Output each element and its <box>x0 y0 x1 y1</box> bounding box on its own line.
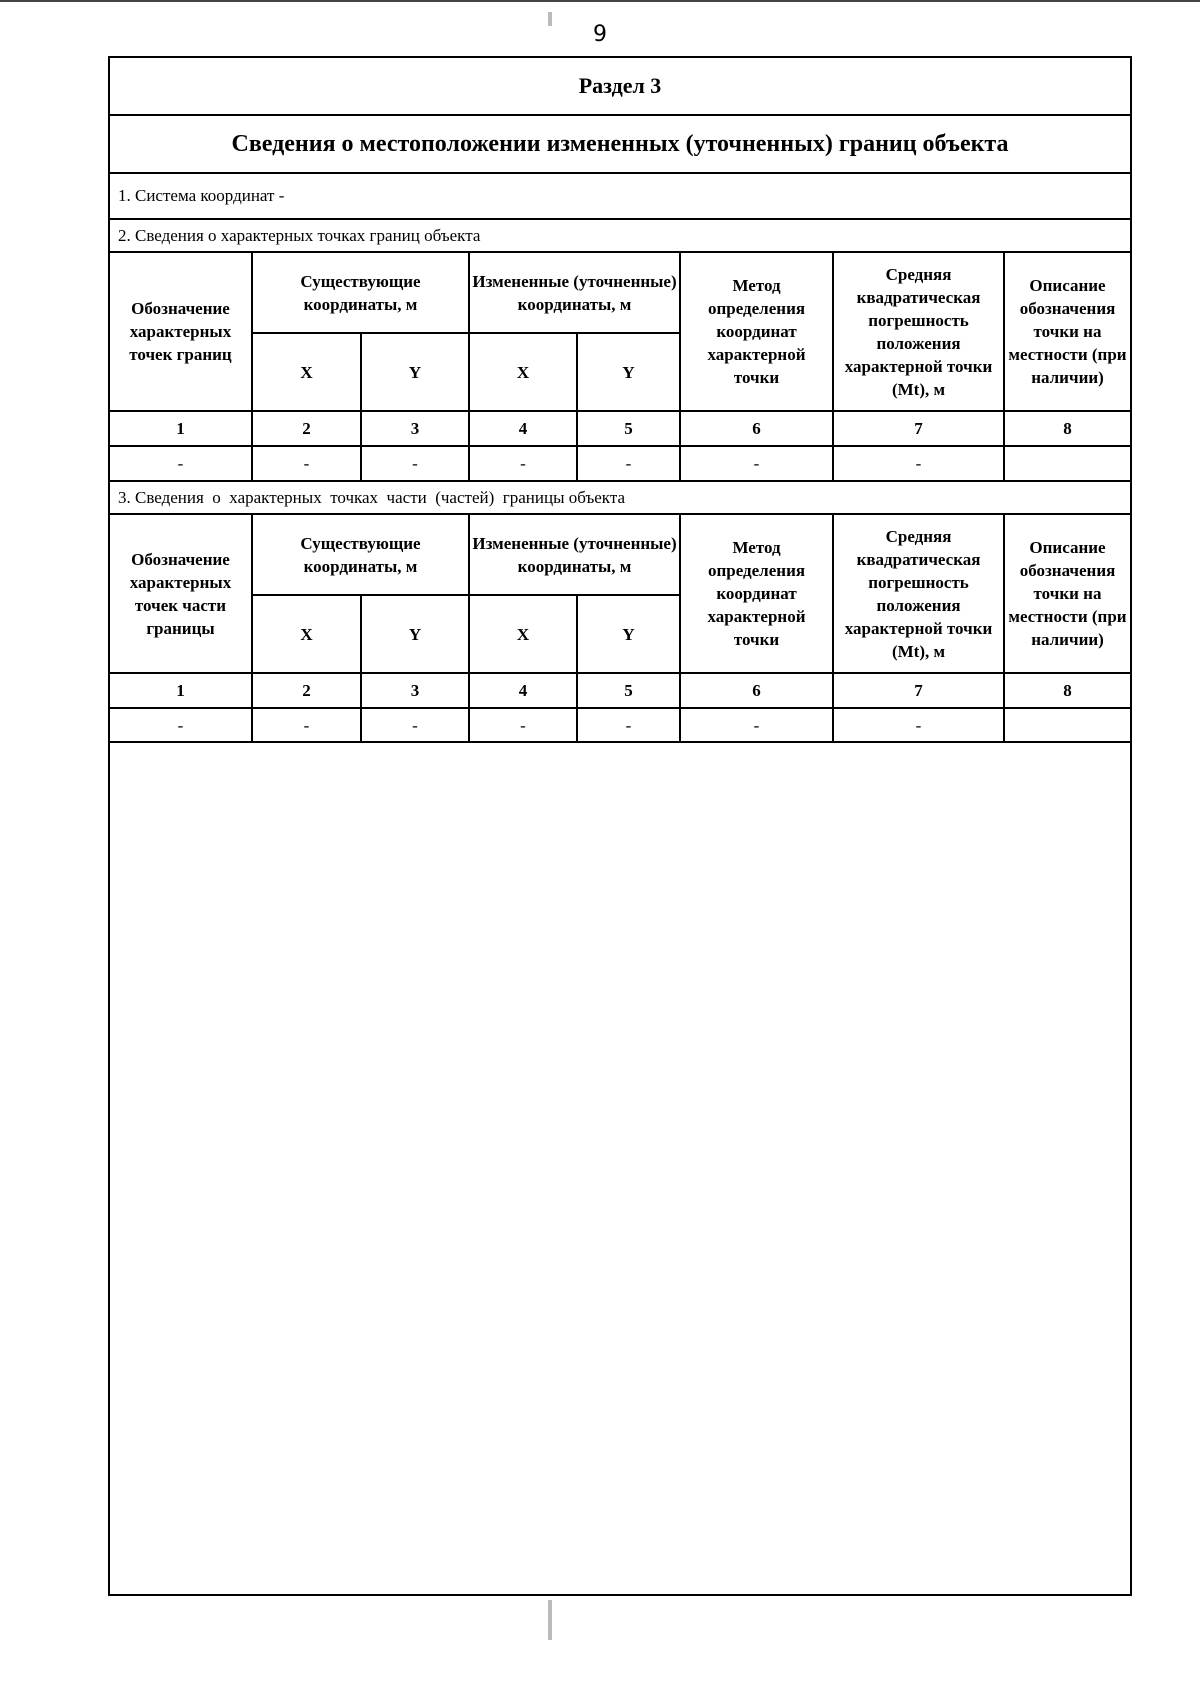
table-cell: - <box>680 446 833 481</box>
column-number: 1 <box>110 673 252 708</box>
column-number: 7 <box>833 673 1004 708</box>
header-method: Метод определения координат характерной точки <box>680 515 833 673</box>
header-y: Y <box>577 333 680 411</box>
part3-table <box>110 515 1130 743</box>
table-cell: - <box>361 446 469 481</box>
column-number: 7 <box>833 411 1004 446</box>
coordinate-system-line: 1. Система координат - <box>110 174 1130 220</box>
column-number: 4 <box>469 673 577 708</box>
header-mean-error: Средняя квадратическая погрешность положения характерной точки (Mt), м <box>833 253 1004 411</box>
column-number: 2 <box>252 673 361 708</box>
column-number: 8 <box>1004 673 1130 708</box>
header-x: X <box>469 333 577 411</box>
header-designation: Обозначение характерных точек границ <box>110 253 252 411</box>
header-x: X <box>252 333 361 411</box>
document-frame <box>108 56 1132 1596</box>
column-number: 6 <box>680 411 833 446</box>
table-cell <box>1004 708 1130 742</box>
table-cell <box>1004 446 1130 481</box>
table-cell: - <box>252 446 361 481</box>
table-cell: - <box>110 446 252 481</box>
header-x: X <box>252 595 361 673</box>
column-number: 5 <box>577 673 680 708</box>
table-row <box>110 708 1130 742</box>
table-cell: - <box>469 708 577 742</box>
column-number-row <box>110 673 1130 708</box>
column-number-row <box>110 411 1130 446</box>
table-cell: - <box>469 446 577 481</box>
page-number: 9 <box>593 22 607 47</box>
header-changed-coordinates: Измененные (уточненные) координаты, м <box>469 515 680 595</box>
column-number: 3 <box>361 673 469 708</box>
table-cell: - <box>833 446 1004 481</box>
header-mean-error: Средняя квадратическая погрешность положения характерной точки (Mt), м <box>833 515 1004 673</box>
table-cell: - <box>110 708 252 742</box>
table-cell: - <box>577 708 680 742</box>
header-y: Y <box>577 595 680 673</box>
header-y: Y <box>361 333 469 411</box>
table-row <box>110 446 1130 481</box>
header-x: X <box>469 595 577 673</box>
table-cell: - <box>833 708 1004 742</box>
column-number: 4 <box>469 411 577 446</box>
column-number: 6 <box>680 673 833 708</box>
header-method: Метод определения координат характерной точки <box>680 253 833 411</box>
header-description: Описание обозначения точки на местности (при наличии) <box>1004 515 1130 673</box>
table-cell: - <box>577 446 680 481</box>
header-description: Описание обозначения точки на местности (при наличии) <box>1004 253 1130 411</box>
column-number: 2 <box>252 411 361 446</box>
document-title: Сведения о местоположении измененных (уточненных) границ объекта <box>110 116 1130 174</box>
header-changed-coordinates: Измененные (уточненные) координаты, м <box>469 253 680 333</box>
header-y: Y <box>361 595 469 673</box>
header-designation: Обозначение характерных точек части границы <box>110 515 252 673</box>
header-existing-coordinates: Существующие координаты, м <box>252 515 469 595</box>
column-number: 5 <box>577 411 680 446</box>
header-existing-coordinates: Существующие координаты, м <box>252 253 469 333</box>
column-number: 3 <box>361 411 469 446</box>
column-number: 8 <box>1004 411 1130 446</box>
column-number: 1 <box>110 411 252 446</box>
table-cell: - <box>361 708 469 742</box>
section-title: Раздел 3 <box>110 58 1130 116</box>
scan-artifact <box>548 1600 552 1640</box>
part2-heading: 2. Сведения о характерных точках границ объекта <box>110 220 1130 253</box>
top-edge-rule <box>0 0 1200 2</box>
table-cell: - <box>252 708 361 742</box>
part3-heading: 3. Сведения о характерных точках части (частей) границы объекта <box>110 482 1130 515</box>
part2-table <box>110 253 1130 482</box>
table-cell: - <box>680 708 833 742</box>
